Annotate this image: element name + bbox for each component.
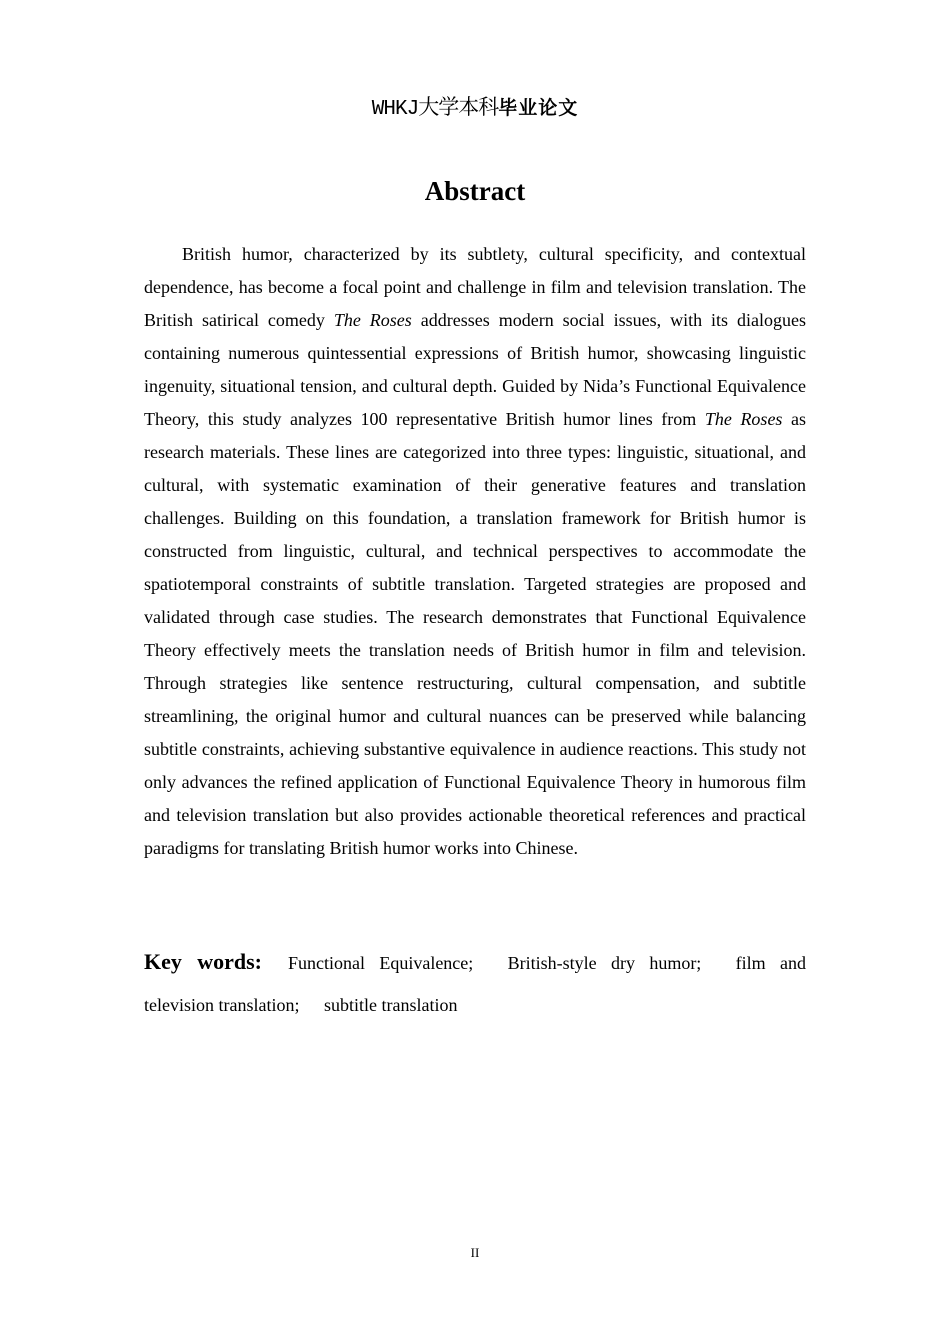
page-header <box>0 92 950 125</box>
keyword-item: film and television translation; <box>144 953 806 1015</box>
abstract-text-3: as research materials. These lines are categorized into three types: linguistic, situational, and cultural, with systematic examination of their generative features and translation challenges. Building on this foundation, a translation framework for British humor is constructed from linguistic, cultural, and technical perspectives to accommodate the spatiotemporal constraints of subtitle translation. Targeted strategies are proposed and validated through case studies. The research demonstrates that Functional Equivalence Theory effectively meets the translation needs of British humor in film and television. Through strategies like sentence restructuring, cultural compensation, and subtitle streamlining, the original humor and cultural nuances can be preserved while balancing subtitle constraints, achieving substantive equivalence in audience reactions. This study not only advances the refined application of Functional Equivalence Theory in humorous film and television translation but also provides actionable theoretical references and practical paradigms for translating British humor works into Chinese. <box>144 409 806 858</box>
header-degree: 毕业论文 <box>498 98 579 119</box>
abstract-text-1: British humor, characterized by its subtlety, cultural specificity, and contextual dependence, has become a focal point and challenge in film and television translation. The British satirical comedy <box>144 244 806 330</box>
keywords-label: Key words: <box>144 949 262 974</box>
abstract-body <box>144 238 806 865</box>
keywords-section <box>144 941 806 1026</box>
abstract-text-2: addresses modern social issues, with its dialogues containing numerous quintessential expressions of British humor, showcasing linguistic ingenuity, situational tension, and cultural depth. Guided by Nida’s Functional Equivalence Theory, this study analyzes 100 representative British humor lines from <box>144 310 806 429</box>
keyword-item: Functional Equivalence; <box>288 953 474 973</box>
work-title-ref-1: The Roses <box>333 310 412 330</box>
page-number: II <box>470 1245 480 1260</box>
work-title-ref-2: The Roses <box>704 409 783 429</box>
keyword-item: British-style dry humor; <box>507 953 702 973</box>
keyword-item: subtitle translation <box>323 995 458 1015</box>
abstract-title: Abstract <box>424 176 526 206</box>
header-school: WHKJ大学本科 <box>371 98 499 121</box>
